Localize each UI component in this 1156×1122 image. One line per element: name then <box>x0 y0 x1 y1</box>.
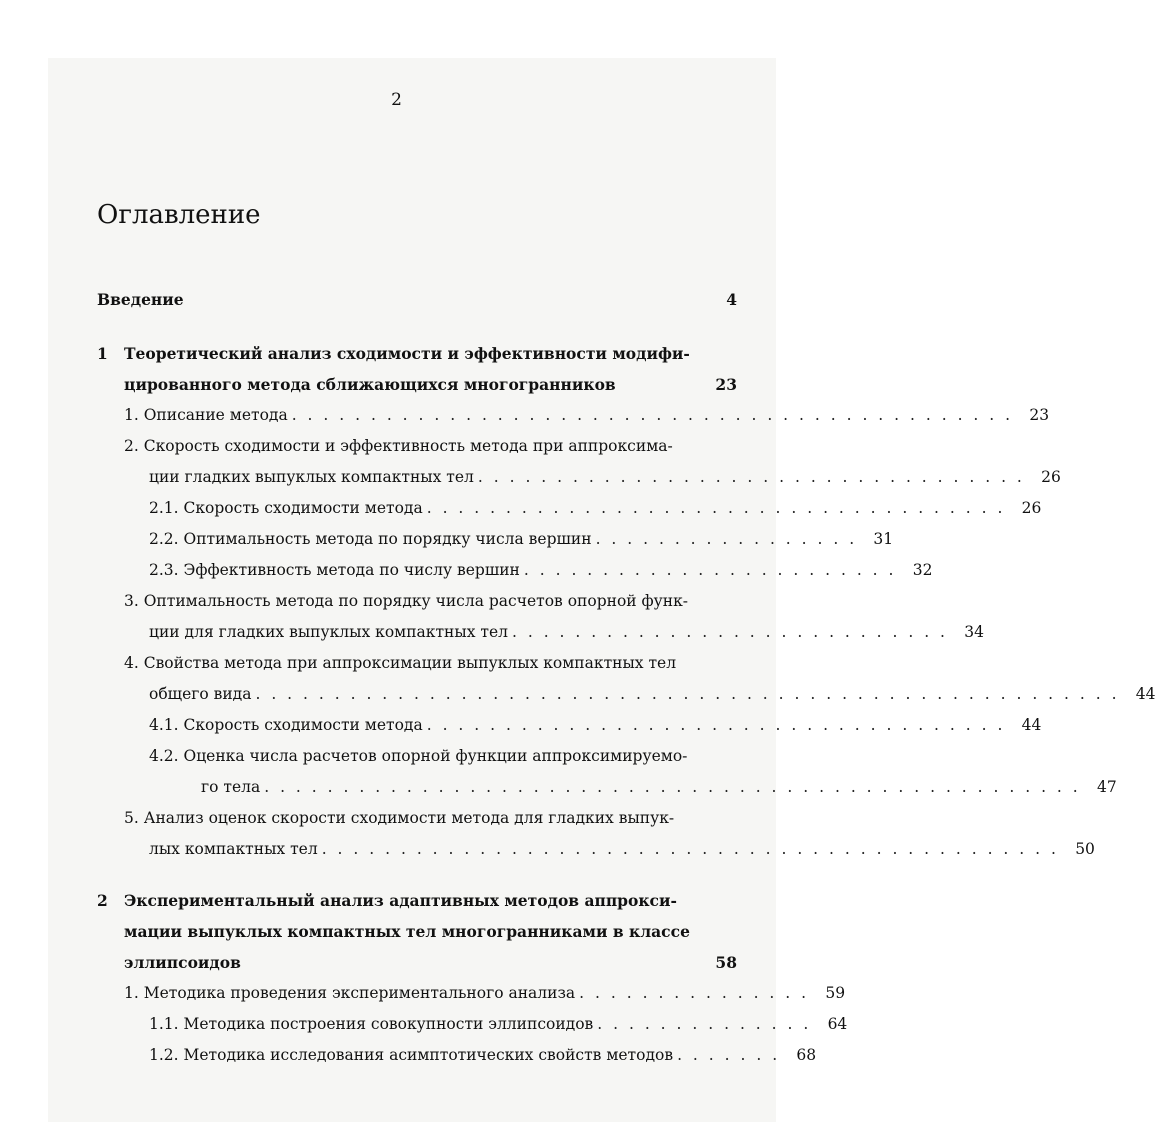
toc-entry-label: 1. Описание метода <box>124 406 288 424</box>
toc-entry-1-1[interactable] <box>97 400 1050 431</box>
toc-entry-2-1[interactable] <box>97 978 846 1009</box>
toc-entry-label: общего вида <box>149 685 252 703</box>
toc-chapter-2-heading-cont2[interactable] <box>97 947 737 978</box>
toc-entry-page: 23 <box>1029 406 1050 424</box>
toc-entry-1-2-3[interactable] <box>97 555 933 586</box>
toc-chapter-2-heading[interactable] <box>97 885 737 916</box>
toc-entry-page: 44 <box>1021 716 1042 734</box>
toc-entry-2-1-1[interactable] <box>97 1009 848 1040</box>
toc-entry-page: 26 <box>1041 468 1061 486</box>
toc-entry-label: 2.2. Оптимальность метода по порядку числа вершин <box>149 530 592 548</box>
leader-dots: . . . . . . . . . . . . . . . . . . . . . . . . . . . . . . . . . . . <box>477 468 1025 486</box>
page-title: Оглавление <box>97 200 261 230</box>
leader-dots: . . . . . . . . . . . . . . . . . <box>595 530 858 548</box>
toc-entry-page: 34 <box>964 623 984 641</box>
toc-entry-page: 44 <box>1135 685 1156 703</box>
toc-entry-page: 68 <box>796 1046 817 1064</box>
toc-entry-intro[interactable] <box>97 284 737 315</box>
toc-entry-1-2-2[interactable] <box>97 524 894 555</box>
leader-dots: . . . . . . . . . . . . . . . . . . . . . . . . . . . . . . . . . . . . . <box>426 499 1006 517</box>
leader-dots: . . . . . . . . . . . . . . . . . . . . . . . . . . . . . . . . . . . . . . . . . . . . . . . <box>321 840 1059 858</box>
chapter-title-line: цированного метода сближающихся многогранников <box>124 375 616 394</box>
chapter-title-line: Теоретический анализ сходимости и эффективности модифи- <box>124 344 690 363</box>
toc-entry-label: 4. Свойства метода при аппроксимации выпуклых компактных тел <box>124 654 677 672</box>
leader-dots: . . . . . . . . . . . . . . . . . . . . . . . . . . . . . . . . . . . . . <box>426 716 1006 734</box>
toc-entry-label: 2.3. Эффективность метода по числу вершин <box>149 561 520 579</box>
toc-chapter-1-heading[interactable] <box>97 338 737 369</box>
toc-entry-1-5[interactable] <box>97 803 737 834</box>
chapter-title-line: Экспериментальный анализ адаптивных методов аппрокси- <box>124 891 677 910</box>
toc-entry-page: 4 <box>726 290 737 309</box>
toc-entry-1-4-cont[interactable] <box>97 679 1156 710</box>
table-of-contents <box>97 284 1156 1071</box>
chapter-number: 1 <box>97 344 108 363</box>
toc-entry-2-1-2[interactable] <box>97 1040 817 1071</box>
toc-entry-1-4-2[interactable] <box>97 741 737 772</box>
toc-entry-label: ции для гладких выпуклых компактных тел <box>149 623 508 641</box>
leader-dots: . . . . . . . . . . . . . . . <box>579 984 810 1002</box>
leader-dots: . . . . . . . <box>677 1046 781 1064</box>
toc-entry-label: 1.2. Методика исследования асимптотических свойств методов <box>149 1046 674 1064</box>
toc-entry-1-2-1[interactable] <box>97 493 1042 524</box>
toc-entry-1-4[interactable] <box>97 648 737 679</box>
toc-entry-1-4-2-cont[interactable] <box>97 772 1117 803</box>
leader-dots: . . . . . . . . . . . . . . <box>597 1015 812 1033</box>
toc-entry-1-2[interactable] <box>97 431 737 462</box>
chapter-title-line: мации выпуклых компактных тел многогранниками в классе <box>124 922 690 941</box>
toc-entry-page: 58 <box>715 953 737 972</box>
toc-entry-label: 5. Анализ оценок скорости сходимости метода для гладких выпук- <box>124 809 675 827</box>
toc-entry-1-5-cont[interactable] <box>97 834 1095 865</box>
leader-dots: . . . . . . . . . . . . . . . . . . . . . . . . <box>523 561 897 579</box>
leader-dots: . . . . . . . . . . . . . . . . . . . . . . . . . . . . . . . . . . . . . . . . . . . . . . <box>291 406 1014 424</box>
toc-entry-1-3-cont[interactable] <box>97 617 984 648</box>
toc-entry-label: 2. Скорость сходимости и эффективность метода при аппроксима- <box>124 437 673 455</box>
page-number: 2 <box>391 90 402 110</box>
toc-entry-1-4-1[interactable] <box>97 710 1042 741</box>
toc-entry-label: 4.1. Скорость сходимости метода <box>149 716 423 734</box>
toc-entry-page: 59 <box>825 984 846 1002</box>
leader-dots: . . . . . . . . . . . . . . . . . . . . . . . . . . . . <box>511 623 948 641</box>
chapter-title-line: эллипсоидов <box>124 953 241 972</box>
toc-entry-label: 4.2. Оценка числа расчетов опорной функции аппроксимируемо- <box>149 747 688 765</box>
toc-entry-page: 31 <box>873 530 894 548</box>
toc-entry-label: 3. Оптимальность метода по порядку числа расчетов опорной функ- <box>124 592 689 610</box>
toc-entry-label: Введение <box>97 290 184 309</box>
leader-dots: . . . . . . . . . . . . . . . . . . . . . . . . . . . . . . . . . . . . . . . . . . . . . . . . . . . . . . . <box>255 685 1120 703</box>
toc-entry-page: 50 <box>1075 840 1095 858</box>
toc-entry-page: 26 <box>1021 499 1042 517</box>
chapter-number: 2 <box>97 891 108 910</box>
toc-entry-page: 47 <box>1096 778 1117 796</box>
toc-entry-label: го тела <box>201 778 261 796</box>
toc-entry-label: 1.1. Методика построения совокупности эллипсоидов <box>149 1015 594 1033</box>
toc-entry-label: лых компактных тел <box>149 840 318 858</box>
toc-entry-1-3[interactable] <box>97 586 737 617</box>
toc-chapter-1-heading-cont[interactable] <box>97 369 737 400</box>
toc-entry-label: ции гладких выпуклых компактных тел <box>149 468 474 486</box>
leader-dots: . . . . . . . . . . . . . . . . . . . . . . . . . . . . . . . . . . . . . . . . . . . . . . . . . . . . <box>264 778 1081 796</box>
toc-entry-page: 64 <box>827 1015 848 1033</box>
toc-entry-1-2-cont[interactable] <box>97 462 1061 493</box>
toc-entry-label: 1. Методика проведения экспериментального анализа <box>124 984 576 1002</box>
toc-entry-page: 23 <box>715 375 737 394</box>
toc-chapter-2-heading-cont[interactable] <box>97 916 737 947</box>
toc-entry-label: 2.1. Скорость сходимости метода <box>149 499 423 517</box>
toc-entry-page: 32 <box>912 561 933 579</box>
